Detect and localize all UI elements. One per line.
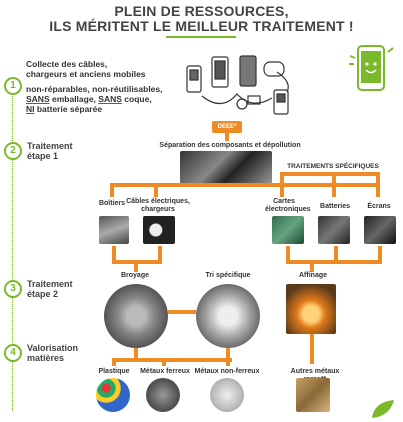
separation-label: Séparation des composants et dépollution [159, 142, 301, 149]
cartes-photo [272, 216, 304, 244]
affinage-photo [286, 284, 336, 334]
step-1-number: 1 [10, 80, 16, 91]
cartes-label: Cartes électroniques [265, 198, 311, 213]
step-4-label-1: Valorisation [27, 343, 79, 353]
page-title [0, 4, 403, 34]
step-3-label [27, 279, 73, 299]
rares-photo [296, 378, 330, 412]
step-4-number: 4 [10, 347, 16, 358]
collect-line-2: chargeurs et anciens mobiles [26, 69, 146, 79]
step-4-label [27, 343, 78, 363]
collect-cond2a: emballage, [49, 94, 99, 104]
tri-photo [196, 284, 260, 348]
connector [286, 260, 382, 264]
connector [134, 262, 138, 272]
title-line-2: ILS MÉRITENT LE MEILLEUR TRAITEMENT ! [49, 18, 354, 34]
connector [310, 334, 314, 364]
ni: NI [26, 104, 35, 114]
connector [168, 310, 196, 314]
dismantled-phones-photo [180, 151, 272, 184]
connector [310, 262, 314, 272]
deee-badge: DEEE* [212, 121, 242, 133]
step-2-badge [4, 142, 22, 160]
leaf-icon [368, 398, 400, 420]
step-3-number: 3 [10, 283, 16, 294]
collect-text [26, 59, 216, 114]
sans-1: SANS [26, 94, 50, 104]
nonferreux-label: Métaux non-ferreux [194, 368, 260, 375]
step-3-label-1: Traitement [27, 279, 73, 289]
ecrans-label: Écrans [367, 203, 391, 210]
boitiers-photo [99, 216, 129, 244]
plastique-label: Plastique [98, 368, 130, 375]
timeline-segment [12, 93, 14, 141]
branch-drop [280, 172, 284, 197]
tri-label: Tri spécifique [205, 272, 251, 279]
step-2-label-2: étape 1 [27, 151, 59, 161]
step-3-label-2: étape 2 [27, 289, 59, 299]
collect-cond3: batterie séparée [34, 104, 103, 114]
step-2-number: 2 [10, 145, 16, 156]
connector [225, 133, 229, 141]
batteries-label: Batteries [320, 203, 350, 210]
cables-photo [143, 216, 175, 244]
step-2-label [27, 141, 73, 161]
cables-label: Câbles électriques, chargeurs [126, 198, 190, 213]
collect-condition-1: non-réparables, non-réutilisables, [26, 84, 163, 94]
connector [112, 358, 116, 366]
title-line-1: PLEIN DE RESSOURCES, [114, 3, 289, 19]
broyage-label: Broyage [120, 272, 149, 279]
branch-line [110, 183, 380, 187]
ecrans-photo [364, 216, 396, 244]
branch-drop [332, 172, 336, 197]
specific-treatments-label: TRAITEMENTS SPÉCIFIQUES [287, 163, 379, 170]
branch-drop [154, 183, 158, 197]
collect-condition-2 [26, 94, 216, 104]
collect-cond2b: coque, [121, 94, 152, 104]
branch-drop [376, 172, 380, 197]
sans-2: SANS [98, 94, 122, 104]
title-underline [166, 36, 236, 38]
step-4-label-2: matières [27, 353, 65, 363]
affinage-label: Affinage [299, 272, 327, 279]
nonferreux-photo [210, 378, 244, 412]
timeline-segment [12, 159, 14, 279]
connector [162, 358, 166, 366]
step-4-badge [4, 344, 22, 362]
step-3-badge [4, 280, 22, 298]
broyage-photo [104, 284, 168, 348]
ferreux-label: Métaux ferreux [140, 368, 190, 375]
timeline-segment [12, 361, 14, 411]
collect-condition-3 [26, 104, 216, 114]
step-2-label-1: Traitement [27, 141, 73, 151]
connector [226, 358, 230, 366]
specific-line [280, 172, 380, 176]
collect-line-1: Collecte des câbles, [26, 59, 108, 69]
smiling-phone-icon [348, 40, 398, 98]
branch-drop [110, 183, 114, 197]
batteries-photo [318, 216, 350, 244]
rares-label: Autres métaux [290, 368, 340, 375]
plastique-photo [96, 378, 130, 412]
ferreux-photo [146, 378, 180, 412]
boitiers-label: Boîtiers [98, 200, 126, 207]
connector [112, 358, 232, 362]
timeline-segment [12, 297, 14, 343]
